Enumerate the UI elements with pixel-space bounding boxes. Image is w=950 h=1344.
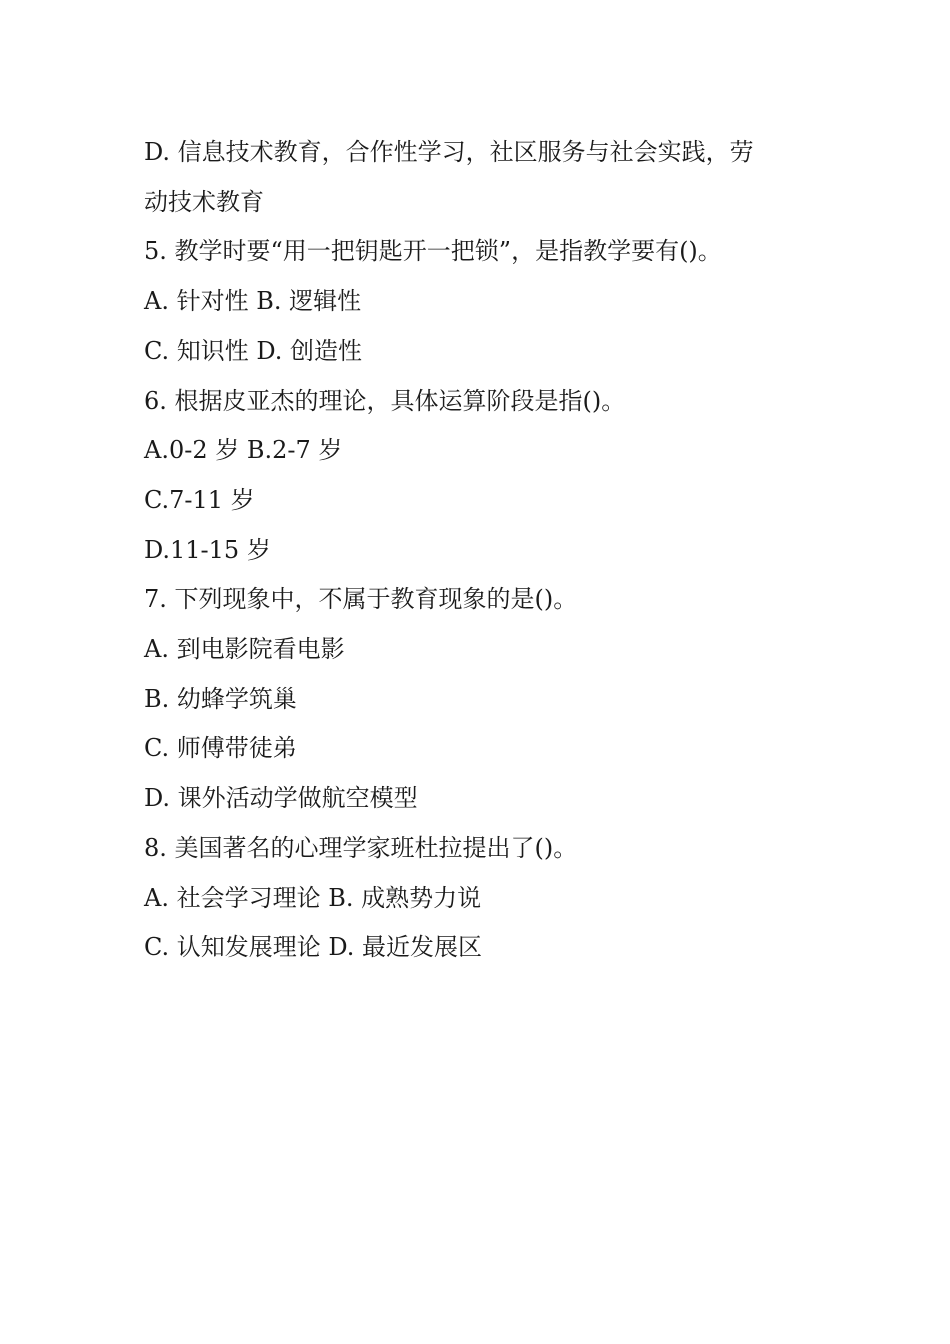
- option-line-continuation: 动技术教育: [144, 187, 264, 216]
- question-8-options-ab: A. 社会学习理论 B. 成熟势力说: [144, 883, 482, 912]
- option-line: D. 信息技术教育，合作性学习，社区服务与社会实践，劳: [144, 138, 754, 166]
- question-7-option-b: B. 幼蜂学筑巢: [144, 684, 297, 713]
- question-6-option-d: D.11-15 岁: [144, 535, 271, 564]
- question-7-option-d: D. 课外活动学做航空模型: [144, 784, 418, 813]
- question-6: 6. 根据皮亚杰的理论，具体运算阶段是指()。: [144, 386, 626, 415]
- question-7: 7. 下列现象中，不属于教育现象的是()。: [144, 585, 578, 614]
- question-7-option-c: C. 师傅带徒弟: [144, 734, 297, 763]
- question-5-options-ab: A. 针对性 B. 逻辑性: [144, 287, 362, 316]
- question-6-options-ab: A.0-2 岁 B.2-7 岁: [144, 436, 343, 465]
- question-6-option-c: C.7-11 岁: [144, 485, 255, 514]
- question-7-option-a: A. 到电影院看电影: [144, 635, 345, 664]
- question-5: 5. 教学时要“用一把钥匙开一把锁”，是指教学要有()。: [144, 237, 722, 266]
- question-5-options-cd: C. 知识性 D. 创造性: [144, 336, 363, 365]
- question-8-options-cd: C. 认知发展理论 D. 最近发展区: [144, 933, 483, 962]
- document-body: [144, 128, 824, 973]
- question-8: 8. 美国著名的心理学家班杜拉提出了()。: [144, 833, 578, 862]
